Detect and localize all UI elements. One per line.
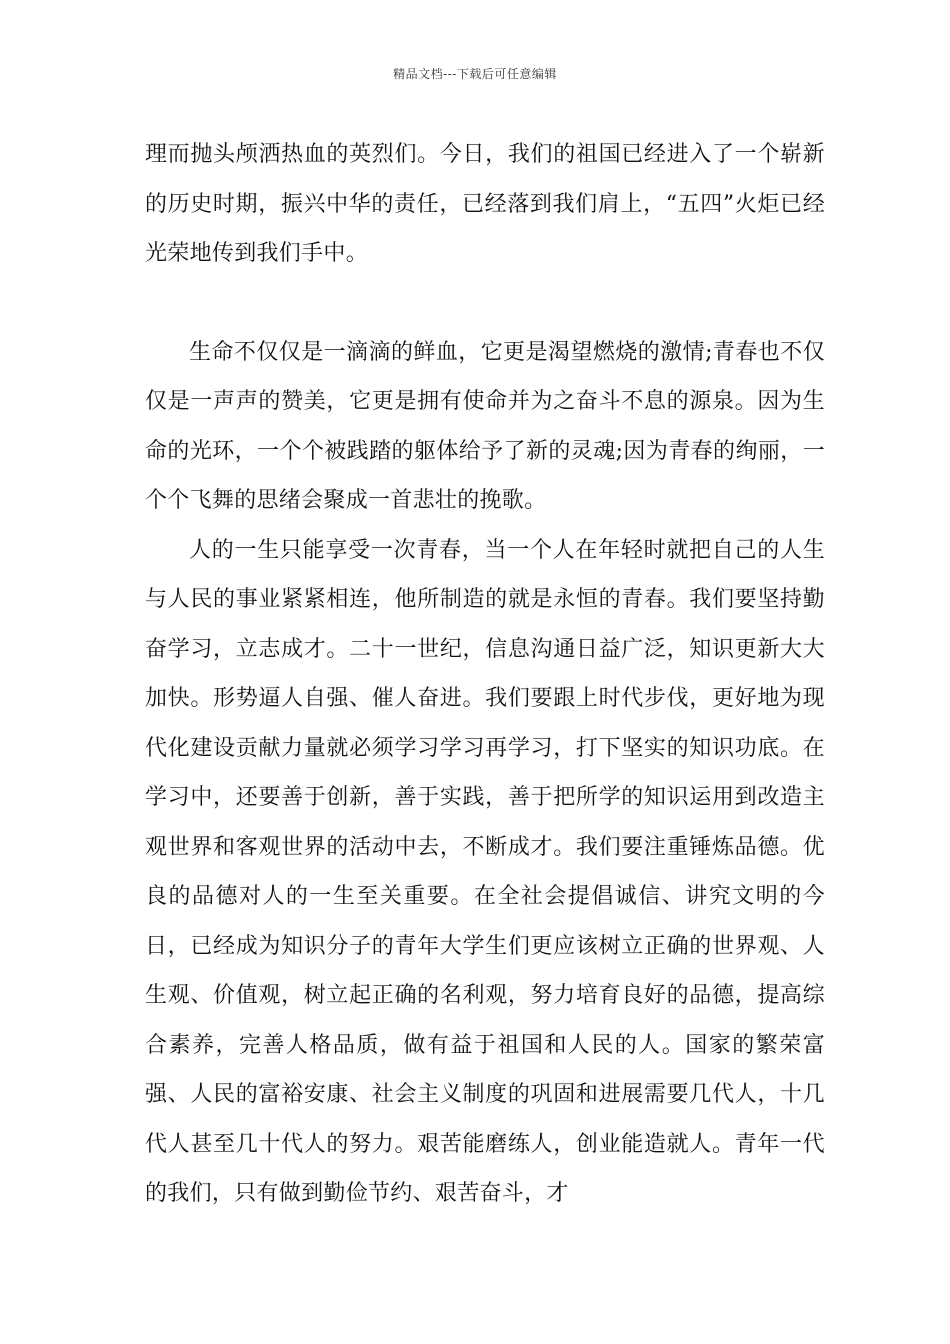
page-header: 精品文档---下载后可任意编辑: [393, 67, 557, 81]
paragraph-one-youth: 人的一生只能享受一次青春，当一个人在年轻时就把自己的人生与人民的事业紧紧相连，他所制造的就是永恒的青春。我们要坚持勤奋学习，立志成才。二十一世纪，信息沟通日益广泛，知识更新大大加快。形势逼人自强、催人奋进。我们要跟上时代步伐，更好地为现代化建设贡献力量就必须学习学习再学习，打下坚实的知识功底。在学习中，还要善于创新，善于实践，善于把所学的知识运用到改造主观世界和客观世界的活动中去，不断成才。我们要注重锤炼品德。优良的品德对人的一生至关重要。在全社会提倡诚信、讲究文明的今日，已经成为知识分子的青年大学生们更应该树立正确的世界观、人生观、价值观，树立起正确的名利观，努力培育良好的品德，提高综合素养，完善人格品质，做有益于祖国和人民的人。国家的繁荣富强、人民的富裕安康、社会主义制度的巩固和进展需要几代人，十几代人甚至几十代人的努力。艰苦能磨练人，创业能造就人。青年一代的我们，只有做到勤俭节约、艰苦奋斗，才: [145, 537, 825, 1206]
paragraph-life-youth: 生命不仅仅是一滴滴的鲜血，它更是渴望燃烧的激情;青春也不仅仅是一声声的赞美，它更是拥有使命并为之奋斗不息的源泉。因为生命的光环，一个个被践踏的躯体给予了新的灵魂;因为青春的绚丽，一个个飞舞的思绪会聚成一首悲壮的挽歌。: [145, 339, 825, 513]
paragraph-continued: 理而抛头颅洒热血的英烈们。今日，我们的祖国已经进入了一个崭新的历史时期，振兴中华的责任，已经落到我们肩上，“五四”火炬已经光荣地传到我们手中。: [145, 142, 825, 266]
document-body: [145, 130, 825, 1219]
